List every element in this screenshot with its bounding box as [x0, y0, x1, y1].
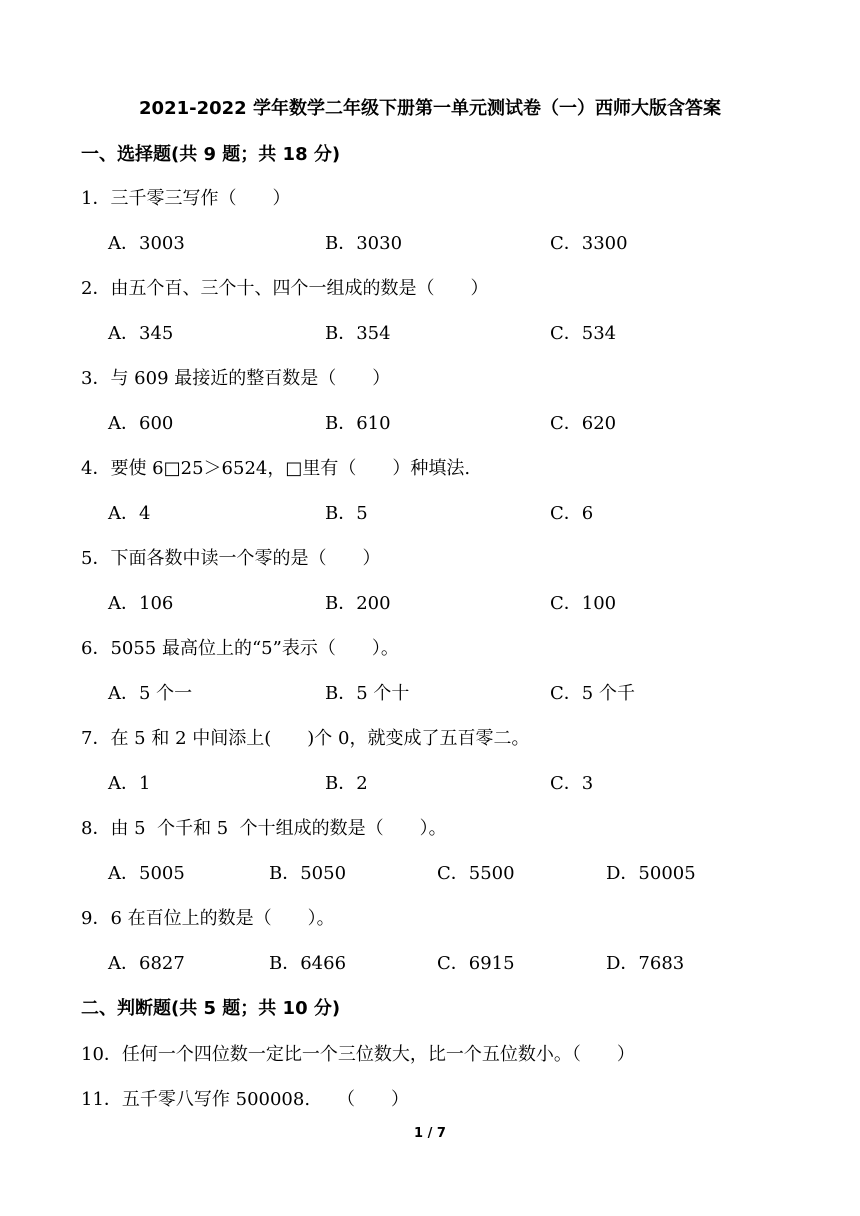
q9-option-a: A．6827 [108, 953, 185, 974]
section-heading-judgment: 二、判断题(共 5 题；共 10 分) [81, 998, 341, 1019]
q7-option-a: A．1 [108, 773, 151, 794]
q2-option-a: A．345 [108, 323, 174, 344]
q6-option-b: B．5 个十 [325, 683, 410, 704]
question-8: 8．由 5 个千和 5 个十组成的数是（ ）。 [81, 818, 447, 839]
q4-option-a: A．4 [108, 503, 151, 524]
question-10: 10．任何一个四位数一定比一个三位数大，比一个五位数小。（ ） [81, 1044, 635, 1065]
q6-option-a: A．5 个一 [108, 683, 193, 704]
question-6: 6．5055 最高位上的“5”表示（ ）。 [81, 638, 399, 659]
question-3: 3．与 609 最接近的整百数是（ ） [81, 368, 391, 389]
q3-option-b: B．610 [325, 413, 391, 434]
q7-option-b: B．2 [325, 773, 368, 794]
q9-option-d: D．7683 [606, 953, 685, 974]
q3-option-a: A．600 [108, 413, 174, 434]
q3-option-c: C．620 [550, 413, 617, 434]
q1-option-a: A．3003 [108, 233, 185, 254]
q9-option-c: C．6915 [437, 953, 515, 974]
question-4: 4．要使 6□25＞6524，□里有（ ）种填法. [81, 458, 471, 479]
q9-option-b: B．6466 [269, 953, 347, 974]
question-2: 2．由五个百、三个十、四个一组成的数是（ ） [81, 278, 489, 299]
q4-option-b: B．5 [325, 503, 368, 524]
page-number: 1 / 7 [414, 1126, 446, 1141]
question-9: 9．6 在百位上的数是（ ）。 [81, 908, 335, 929]
q1-option-c: C．3300 [550, 233, 628, 254]
q2-option-c: C．534 [550, 323, 617, 344]
page-title: 2021-2022 学年数学二年级下册第一单元测试卷（一）西师大版含答案 [139, 98, 721, 119]
q8-option-b: B．5050 [269, 863, 347, 884]
q8-option-d: D．50005 [606, 863, 696, 884]
q5-option-a: A．106 [108, 593, 174, 614]
section-heading-choice: 一、选择题(共 9 题；共 18 分) [81, 144, 341, 165]
question-7: 7．在 5 和 2 中间添上( )个 0，就变成了五百零二。 [81, 728, 530, 749]
q5-option-b: B．200 [325, 593, 391, 614]
q2-option-b: B．354 [325, 323, 391, 344]
question-1: 1．三千零三写作（ ） [81, 188, 291, 209]
q7-option-c: C．3 [550, 773, 594, 794]
q6-option-c: C．5 个千 [550, 683, 635, 704]
q1-option-b: B．3030 [325, 233, 403, 254]
question-11: 11．五千零八写作 500008. （ ） [81, 1089, 410, 1110]
q8-option-c: C．5500 [437, 863, 515, 884]
q8-option-a: A．5005 [108, 863, 185, 884]
question-5: 5．下面各数中读一个零的是（ ） [81, 548, 381, 569]
q5-option-c: C．100 [550, 593, 617, 614]
q4-option-c: C．6 [550, 503, 594, 524]
